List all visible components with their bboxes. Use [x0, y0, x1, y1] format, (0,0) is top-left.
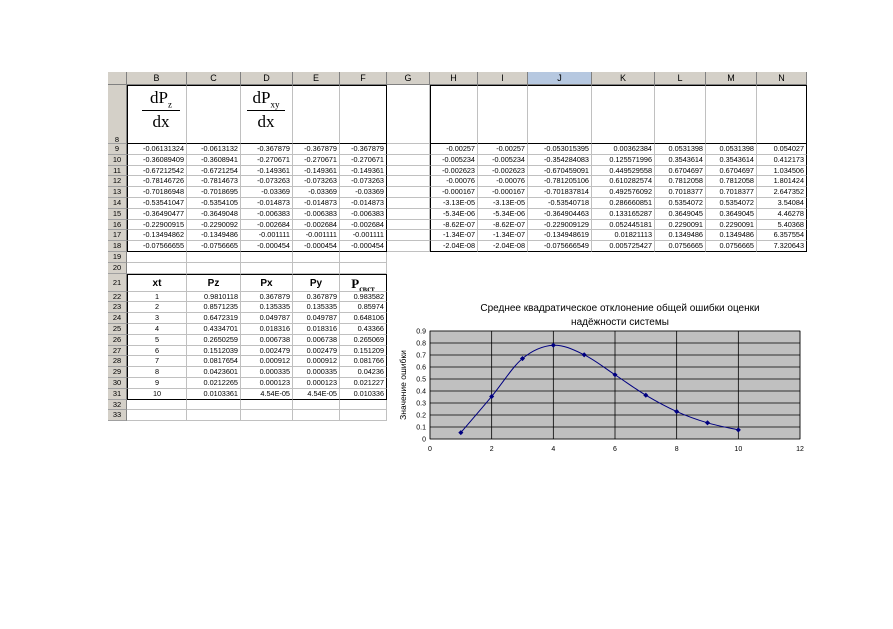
cell-e17[interactable]: -0.001111 [293, 230, 340, 241]
cell-c16[interactable]: -0.2290092 [187, 220, 241, 231]
cell-e27[interactable]: 0.002479 [293, 346, 340, 357]
cell-g11[interactable] [387, 166, 430, 177]
row-header-24[interactable]: 24 [108, 313, 127, 324]
cell-b23[interactable]: 2 [127, 302, 187, 313]
cell-f19[interactable] [340, 252, 387, 263]
cell-e30[interactable]: 0.000123 [293, 378, 340, 389]
y-tick-label: 0 [422, 436, 426, 444]
cell-j16[interactable]: -0.229009129 [528, 220, 592, 231]
cell-j11[interactable]: -0.670459091 [528, 166, 592, 177]
column-header-g[interactable]: G [387, 72, 430, 85]
cell-g10[interactable] [387, 155, 430, 166]
cell-b28[interactable]: 7 [127, 356, 187, 367]
column-header-m[interactable]: M [706, 72, 757, 85]
formula-dpxy-dx: $dP_{xy}$ dx [241, 88, 291, 132]
cell-g18[interactable] [387, 241, 430, 252]
cell-e24[interactable]: 0.049787 [293, 313, 340, 324]
cell-n13[interactable]: 2.647352 [757, 187, 807, 198]
cell-b29[interactable]: 8 [127, 367, 187, 378]
cell-f24[interactable]: 0.648106 [340, 313, 387, 324]
cell-l14[interactable]: 0.5354072 [655, 198, 706, 209]
cell-f9[interactable]: -0.367879 [340, 144, 387, 155]
row-header-28[interactable]: 28 [108, 356, 127, 367]
cell-n9[interactable]: 0.054027 [757, 144, 807, 155]
cell-g17[interactable] [387, 230, 430, 241]
column-title-d[interactable]: Px [241, 274, 293, 292]
y-tick-label: 0.3 [416, 400, 426, 408]
cell-h18[interactable]: -2.04E-08 [430, 241, 478, 252]
cell-k13[interactable]: 0.492576092 [592, 187, 655, 198]
cell-d30[interactable]: 0.000123 [241, 378, 293, 389]
cell-i11[interactable]: -0.002623 [478, 166, 528, 177]
cell-e23[interactable]: 0.135335 [293, 302, 340, 313]
cell-e32[interactable] [293, 400, 340, 411]
cell-b13[interactable]: -0.70186948 [127, 187, 187, 198]
row-header-17[interactable]: 17 [108, 230, 127, 241]
cell-e26[interactable]: 0.006738 [293, 335, 340, 346]
cell-e11[interactable]: -0.149361 [293, 166, 340, 177]
column-header-j[interactable]: J [528, 72, 592, 85]
cell-b31[interactable]: 10 [127, 389, 187, 400]
cell-j8[interactable] [528, 85, 592, 144]
y-tick-label: 0.1 [416, 424, 426, 432]
cell-b24[interactable]: 3 [127, 313, 187, 324]
cell-d27[interactable]: 0.002479 [241, 346, 293, 357]
cell-n12[interactable]: 1.801424 [757, 176, 807, 187]
cell-l16[interactable]: 0.2290091 [655, 220, 706, 231]
y-tick-label: 0.4 [416, 388, 426, 396]
cell-e25[interactable]: 0.018316 [293, 324, 340, 335]
cell-j17[interactable]: -0.134948619 [528, 230, 592, 241]
cell-c28[interactable]: 0.0817654 [187, 356, 241, 367]
cell-b11[interactable]: -0.67212542 [127, 166, 187, 177]
cell-b17[interactable]: -0.13494862 [127, 230, 187, 241]
column-header-i[interactable]: I [478, 72, 528, 85]
cell-b12[interactable]: -0.78146726 [127, 176, 187, 187]
row-header-21[interactable]: 21 [108, 274, 127, 292]
cell-b10[interactable]: -0.36089409 [127, 155, 187, 166]
select-all-corner[interactable] [108, 72, 127, 85]
cell-k9[interactable]: 0.00362384 [592, 144, 655, 155]
cell-g12[interactable] [387, 176, 430, 187]
row-header-30[interactable]: 30 [108, 378, 127, 389]
cell-e15[interactable]: -0.006383 [293, 209, 340, 220]
cell-e14[interactable]: -0.014873 [293, 198, 340, 209]
cell-d11[interactable]: -0.149361 [241, 166, 293, 177]
cell-d28[interactable]: 0.000912 [241, 356, 293, 367]
cell-m9[interactable]: 0.0531398 [706, 144, 757, 155]
cell-b32[interactable] [127, 400, 187, 411]
cell-b16[interactable]: -0.22900915 [127, 220, 187, 231]
cell-b30[interactable]: 9 [127, 378, 187, 389]
chart-title-line-2: надёжности системы [571, 317, 669, 328]
cell-m12[interactable]: 0.7812058 [706, 176, 757, 187]
cell-m14[interactable]: 0.5354072 [706, 198, 757, 209]
cell-f12[interactable]: -0.073263 [340, 176, 387, 187]
cell-h11[interactable]: -0.002623 [430, 166, 478, 177]
cell-f8[interactable] [340, 85, 387, 144]
cell-c14[interactable]: -0.5354105 [187, 198, 241, 209]
y-tick-label: 0.2 [416, 412, 426, 420]
row-header-8[interactable]: 8 [108, 85, 127, 144]
cell-f15[interactable]: -0.006383 [340, 209, 387, 220]
cell-b19[interactable] [127, 252, 187, 263]
cell-f18[interactable]: -0.000454 [340, 241, 387, 252]
cell-f20[interactable] [340, 263, 387, 274]
cell-f29[interactable]: 0.04236 [340, 367, 387, 378]
cell-f26[interactable]: 0.265069 [340, 335, 387, 346]
cell-k11[interactable]: 0.449529558 [592, 166, 655, 177]
cell-j14[interactable]: -0.53540718 [528, 198, 592, 209]
cell-j10[interactable]: -0.354284083 [528, 155, 592, 166]
cell-f33[interactable] [340, 410, 387, 421]
cell-h10[interactable]: -0.005234 [430, 155, 478, 166]
x-tick-label: 12 [796, 446, 804, 453]
column-header-b[interactable]: B [127, 72, 187, 85]
row-header-31[interactable]: 31 [108, 389, 127, 400]
cell-h17[interactable]: -1.34E-07 [430, 230, 478, 241]
cell-d22[interactable]: 0.367879 [241, 292, 293, 303]
cell-h16[interactable]: -8.62E-07 [430, 220, 478, 231]
column-header-e[interactable]: E [293, 72, 340, 85]
cell-c11[interactable]: -0.6721254 [187, 166, 241, 177]
cell-c12[interactable]: -0.7814673 [187, 176, 241, 187]
p-sub: свст [359, 284, 375, 292]
cell-d32[interactable] [241, 400, 293, 411]
cell-d31[interactable]: 4.54E-05 [241, 389, 293, 400]
row-header-18[interactable]: 18 [108, 241, 127, 252]
cell-n16[interactable]: 5.40368 [757, 220, 807, 231]
row-header-26[interactable]: 26 [108, 335, 127, 346]
cell-f14[interactable]: -0.014873 [340, 198, 387, 209]
cell-i16[interactable]: -8.62E-07 [478, 220, 528, 231]
cell-b8[interactable] [127, 85, 187, 144]
cell-e16[interactable]: -0.002684 [293, 220, 340, 231]
cell-n8[interactable] [757, 85, 807, 144]
column-header-d[interactable]: D [241, 72, 293, 85]
cell-d23[interactable]: 0.135335 [241, 302, 293, 313]
cell-n10[interactable]: 0.412173 [757, 155, 807, 166]
cell-l15[interactable]: 0.3649045 [655, 209, 706, 220]
cell-h15[interactable]: -5.34E-06 [430, 209, 478, 220]
cell-m13[interactable]: 0.7018377 [706, 187, 757, 198]
column-title-b[interactable]: xt [127, 274, 187, 292]
column-title-f[interactable] [340, 274, 387, 292]
row-header-14[interactable]: 14 [108, 198, 127, 209]
cell-n11[interactable]: 1.034506 [757, 166, 807, 177]
cell-l12[interactable]: 0.7812058 [655, 176, 706, 187]
cell-c27[interactable]: 0.1512039 [187, 346, 241, 357]
cell-c26[interactable]: 0.2650259 [187, 335, 241, 346]
column-title-e[interactable]: Py [293, 274, 340, 292]
cell-k12[interactable]: 0.610282574 [592, 176, 655, 187]
cell-m8[interactable] [706, 85, 757, 144]
cell-e12[interactable]: -0.073263 [293, 176, 340, 187]
cell-l11[interactable]: 0.6704697 [655, 166, 706, 177]
cell-f11[interactable]: -0.149361 [340, 166, 387, 177]
cell-d25[interactable]: 0.018316 [241, 324, 293, 335]
cell-l9[interactable]: 0.0531398 [655, 144, 706, 155]
cell-d12[interactable]: -0.073263 [241, 176, 293, 187]
column-header-c[interactable]: C [187, 72, 241, 85]
cell-c19[interactable] [187, 252, 241, 263]
cell-n15[interactable]: 4.46278 [757, 209, 807, 220]
cell-f27[interactable]: 0.151209 [340, 346, 387, 357]
x-tick-label: 8 [674, 446, 679, 453]
row-header-27[interactable]: 27 [108, 346, 127, 357]
cell-c33[interactable] [187, 410, 241, 421]
cell-m10[interactable]: 0.3543614 [706, 155, 757, 166]
cell-j13[interactable]: -0.701837814 [528, 187, 592, 198]
y-tick-label: 0.8 [416, 340, 426, 348]
row-header-32[interactable]: 32 [108, 400, 127, 411]
line-chart [392, 325, 812, 460]
cell-d18[interactable]: -0.000454 [241, 241, 293, 252]
cell-e13[interactable]: -0.03369 [293, 187, 340, 198]
cell-c10[interactable]: -0.3608941 [187, 155, 241, 166]
cell-m15[interactable]: 0.3649045 [706, 209, 757, 220]
y-tick-label: 0.7 [416, 352, 426, 360]
row-header-13[interactable]: 13 [108, 187, 127, 198]
cell-l18[interactable]: 0.0756665 [655, 241, 706, 252]
cell-e22[interactable]: 0.367879 [293, 292, 340, 303]
cell-h14[interactable]: -3.13E-05 [430, 198, 478, 209]
column-header-h[interactable]: H [430, 72, 478, 85]
cell-d8[interactable] [241, 85, 293, 144]
cell-h9[interactable]: -0.00257 [430, 144, 478, 155]
cell-d13[interactable]: -0.03369 [241, 187, 293, 198]
chart-title-line-1: Среднее квадратическое отклонение общей ошибки оценки [480, 303, 760, 314]
cell-c25[interactable]: 0.4334701 [187, 324, 241, 335]
cell-j9[interactable]: -0.053015395 [528, 144, 592, 155]
cell-c32[interactable] [187, 400, 241, 411]
cell-d17[interactable]: -0.001111 [241, 230, 293, 241]
row-header-15[interactable]: 15 [108, 209, 127, 220]
cell-d14[interactable]: -0.014873 [241, 198, 293, 209]
x-tick-label: 4 [551, 446, 556, 453]
cell-e33[interactable] [293, 410, 340, 421]
cell-l8[interactable] [655, 85, 706, 144]
x-tick-label: 6 [613, 446, 617, 453]
row-header-19[interactable]: 19 [108, 252, 127, 263]
y-tick-label: 0.9 [416, 328, 426, 336]
y-tick-label: 0.6 [416, 364, 426, 372]
cell-k16[interactable]: 0.052445181 [592, 220, 655, 231]
row-header-25[interactable]: 25 [108, 324, 127, 335]
cell-c13[interactable]: -0.7018695 [187, 187, 241, 198]
cell-f16[interactable]: -0.002684 [340, 220, 387, 231]
row-header-20[interactable]: 20 [108, 263, 127, 274]
cell-g16[interactable] [387, 220, 430, 231]
cell-f31[interactable]: 0.010336 [340, 389, 387, 400]
cell-k14[interactable]: 0.286660851 [592, 198, 655, 209]
cell-l10[interactable]: 0.3543614 [655, 155, 706, 166]
formula-dpz-dx: $dP_z$ dx [136, 88, 186, 132]
cell-c23[interactable]: 0.8571235 [187, 302, 241, 313]
cell-d9[interactable]: -0.367879 [241, 144, 293, 155]
cell-l13[interactable]: 0.7018377 [655, 187, 706, 198]
row-header-16[interactable]: 16 [108, 220, 127, 231]
cell-c9[interactable]: -0.0613132 [187, 144, 241, 155]
cell-j18[interactable]: -0.075666549 [528, 241, 592, 252]
cell-e9[interactable]: -0.367879 [293, 144, 340, 155]
cell-m11[interactable]: 0.6704697 [706, 166, 757, 177]
column-header-f[interactable]: F [340, 72, 387, 85]
cell-b14[interactable]: -0.53541047 [127, 198, 187, 209]
cell-d15[interactable]: -0.006383 [241, 209, 293, 220]
cell-b15[interactable]: -0.36490477 [127, 209, 187, 220]
cell-b26[interactable]: 5 [127, 335, 187, 346]
row-header-22[interactable]: 22 [108, 292, 127, 303]
cell-f28[interactable]: 0.081766 [340, 356, 387, 367]
cell-i15[interactable]: -5.34E-06 [478, 209, 528, 220]
row-header-10[interactable]: 10 [108, 155, 127, 166]
cell-e19[interactable] [293, 252, 340, 263]
cell-c22[interactable]: 0.9810118 [187, 292, 241, 303]
cell-i9[interactable]: -0.00257 [478, 144, 528, 155]
cell-j15[interactable]: -0.364904463 [528, 209, 592, 220]
row-header-12[interactable]: 12 [108, 176, 127, 187]
cell-h8[interactable] [430, 85, 478, 144]
cell-i13[interactable]: -0.000167 [478, 187, 528, 198]
cell-c17[interactable]: -0.1349486 [187, 230, 241, 241]
p-main: P [351, 275, 360, 291]
cell-d19[interactable] [241, 252, 293, 263]
cell-f10[interactable]: -0.270671 [340, 155, 387, 166]
cell-c8[interactable] [187, 85, 241, 144]
column-header-k[interactable]: K [592, 72, 655, 85]
cell-m18[interactable]: 0.0756665 [706, 241, 757, 252]
cell-d26[interactable]: 0.006738 [241, 335, 293, 346]
cell-c29[interactable]: 0.0423601 [187, 367, 241, 378]
cell-g15[interactable] [387, 209, 430, 220]
cell-n14[interactable]: 3.54084 [757, 198, 807, 209]
cell-i14[interactable]: -3.13E-05 [478, 198, 528, 209]
cell-k18[interactable]: 0.005725427 [592, 241, 655, 252]
cell-b22[interactable]: 1 [127, 292, 187, 303]
cell-m16[interactable]: 0.2290091 [706, 220, 757, 231]
cell-c30[interactable]: 0.0212265 [187, 378, 241, 389]
cell-e28[interactable]: 0.000912 [293, 356, 340, 367]
cell-f30[interactable]: 0.021227 [340, 378, 387, 389]
cell-m17[interactable]: 0.1349486 [706, 230, 757, 241]
x-tick-label: 0 [428, 446, 432, 453]
cell-g9[interactable] [387, 144, 430, 155]
cell-n17[interactable]: 6.357554 [757, 230, 807, 241]
cell-c31[interactable]: 0.0103361 [187, 389, 241, 400]
cell-e10[interactable]: -0.270671 [293, 155, 340, 166]
cell-d29[interactable]: 0.000335 [241, 367, 293, 378]
cell-b20[interactable] [127, 263, 187, 274]
cell-c20[interactable] [187, 263, 241, 274]
column-header-l[interactable]: L [655, 72, 706, 85]
cell-c18[interactable]: -0.0756665 [187, 241, 241, 252]
cell-k10[interactable]: 0.125571996 [592, 155, 655, 166]
cell-h12[interactable]: -0.00076 [430, 176, 478, 187]
row-header-29[interactable]: 29 [108, 367, 127, 378]
cell-i8[interactable] [478, 85, 528, 144]
cell-b33[interactable] [127, 410, 187, 421]
cell-b9[interactable]: -0.06131324 [127, 144, 187, 155]
cell-d20[interactable] [241, 263, 293, 274]
cell-f23[interactable]: 0.85974 [340, 302, 387, 313]
cell-k8[interactable] [592, 85, 655, 144]
cell-k15[interactable]: 0.133165287 [592, 209, 655, 220]
cell-b18[interactable]: -0.07566655 [127, 241, 187, 252]
cell-i17[interactable]: -1.34E-07 [478, 230, 528, 241]
cell-b25[interactable]: 4 [127, 324, 187, 335]
cell-g14[interactable] [387, 198, 430, 209]
cell-c15[interactable]: -0.3649048 [187, 209, 241, 220]
cell-b27[interactable]: 6 [127, 346, 187, 357]
cell-e20[interactable] [293, 263, 340, 274]
cell-d10[interactable]: -0.270671 [241, 155, 293, 166]
x-tick-label: 10 [734, 446, 743, 453]
cell-e18[interactable]: -0.000454 [293, 241, 340, 252]
column-header-n[interactable]: N [757, 72, 807, 85]
cell-k17[interactable]: 0.01821113 [592, 230, 655, 241]
cell-f25[interactable]: 0.43366 [340, 324, 387, 335]
row-header-11[interactable]: 11 [108, 166, 127, 177]
y-axis-label: Значение ошибки [398, 350, 408, 420]
cell-f32[interactable] [340, 400, 387, 411]
row-header-23[interactable]: 23 [108, 302, 127, 313]
row-header-9[interactable]: 9 [108, 144, 127, 155]
column-title-c[interactable]: Pz [187, 274, 241, 292]
cell-i18[interactable]: -2.04E-08 [478, 241, 528, 252]
cell-i10[interactable]: -0.005234 [478, 155, 528, 166]
x-tick-label: 2 [489, 446, 494, 453]
y-tick-label: 0.5 [416, 376, 426, 384]
cell-j12[interactable]: -0.781205106 [528, 176, 592, 187]
cell-e8[interactable] [293, 85, 340, 144]
cell-e31[interactable]: 4.54E-05 [293, 389, 340, 400]
cell-f13[interactable]: -0.03369 [340, 187, 387, 198]
cell-f17[interactable]: -0.001111 [340, 230, 387, 241]
cell-l17[interactable]: 0.1349486 [655, 230, 706, 241]
cell-g13[interactable] [387, 187, 430, 198]
cell-e29[interactable]: 0.000335 [293, 367, 340, 378]
row-header-33[interactable]: 33 [108, 410, 127, 421]
cell-g8[interactable] [387, 85, 430, 144]
cell-n18[interactable]: 7.320643 [757, 241, 807, 252]
cell-d24[interactable]: 0.049787 [241, 313, 293, 324]
cell-h13[interactable]: -0.000167 [430, 187, 478, 198]
cell-d16[interactable]: -0.002684 [241, 220, 293, 231]
cell-f22[interactable]: 0.983582 [340, 292, 387, 303]
cell-d33[interactable] [241, 410, 293, 421]
cell-c24[interactable]: 0.6472319 [187, 313, 241, 324]
cell-i12[interactable]: -0.00076 [478, 176, 528, 187]
